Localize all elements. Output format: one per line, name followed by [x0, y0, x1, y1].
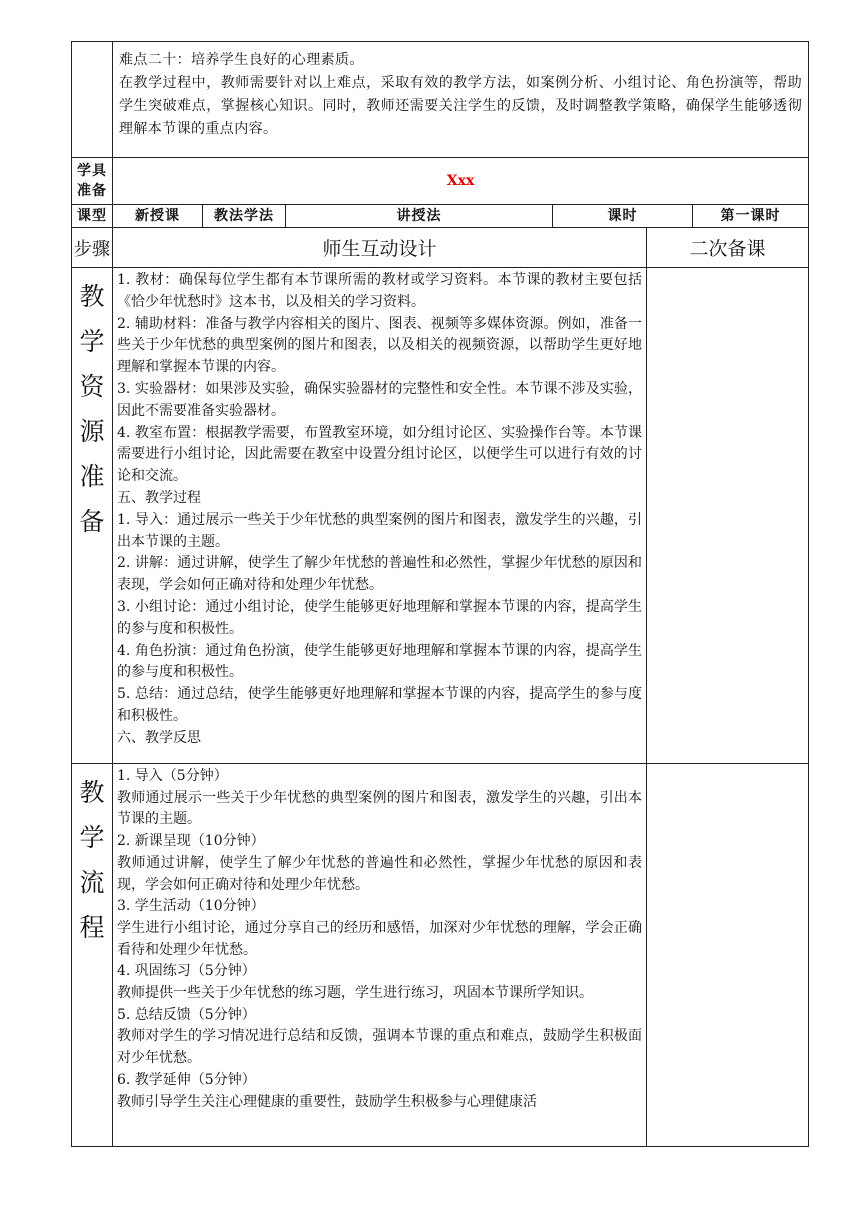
- resources-paragraph: 4. 角色扮演：通过角色扮演，使学生能够更好地理解和掌握本节课的内容，提高学生的参与度和积极性。: [117, 642, 642, 681]
- period-label: 课时: [553, 205, 693, 228]
- flow-paragraph: 教师通过讲解，使学生了解少年忧愁的普遍性和必然性，掌握少年忧愁的原因和表现，学会如何正确对待和处理少年忧愁。: [117, 854, 642, 893]
- flow-paragraph: 教师通过展示一些关于少年忧愁的典型案例的图片和图表，激发学生的兴趣，引出本节课的主题。: [117, 789, 642, 828]
- resources-paragraph: 5. 总结：通过总结，使学生能够更好地理解和掌握本节课的内容，提高学生的参与度和积极性。: [117, 686, 642, 724]
- label-char: 备: [79, 507, 105, 536]
- label-char: 程: [79, 913, 105, 942]
- second-prep-header: 二次备课: [647, 228, 809, 268]
- resources-paragraph: 3. 小组讨论：通过小组讨论，使学生能够更好地理解和掌握本节课的内容，提高学生的参与度和积极性。: [117, 598, 642, 637]
- resources-paragraph: 1. 导入：通过展示一些关于少年忧愁的典型案例的图片和图表，激发学生的兴趣，引出本节课的主题。: [117, 511, 642, 550]
- course-type-label: 课型: [72, 205, 113, 228]
- intro-blank-cell: [72, 42, 113, 158]
- step-header: 步骤: [72, 228, 113, 268]
- label-char: 教: [79, 282, 105, 311]
- method-value: 讲授法: [286, 205, 553, 228]
- label-char: 教: [79, 778, 105, 807]
- flow-paragraph: 4. 巩固练习（5分钟）: [117, 963, 256, 980]
- label-char: 学: [79, 823, 105, 852]
- resources-second-prep: [647, 268, 809, 764]
- materials-row: [72, 158, 809, 205]
- flow-paragraph: 教师对学生的学习情况进行总结和反馈，强调本节课的重点和难点，鼓励学生积极面对少年忧愁。: [117, 1028, 642, 1067]
- materials-value: Xxx: [113, 158, 809, 205]
- intro-line: 难点二十：培养学生良好的心理素质。: [119, 52, 364, 68]
- design-header: 师生互动设计: [113, 228, 647, 268]
- flow-paragraph: 3. 学生活动（10分钟）: [117, 898, 265, 915]
- course-row: [72, 205, 809, 228]
- resources-paragraph: 1. 教材：确保每位学生都有本节课所需的教材或学习资料。本节课的教材主要包括《恰少年忧愁时》这本书，以及相关的学习资料。: [117, 272, 642, 310]
- flow-second-prep: [647, 764, 809, 1147]
- resources-paragraph: 4. 教室布置：根据教学需要，布置教室环境，如分组讨论区、实验操作台等。本节课需要进行小组讨论，因此需要在教室中设置分组讨论区，以便学生可以进行有效的讨论和交流。: [117, 424, 642, 485]
- resources-content: [113, 268, 647, 764]
- intro-cell: [113, 42, 809, 158]
- resources-label: [72, 268, 113, 764]
- resources-paragraph: 2. 讲解：通过讲解，使学生了解少年忧愁的普遍性和必然性，掌握少年忧愁的原因和表现，学会如何正确对待和处理少年忧愁。: [117, 555, 642, 594]
- resources-paragraph: 六、教学反思: [117, 729, 201, 746]
- label-char: 源: [79, 417, 105, 446]
- resources-row: [72, 268, 809, 764]
- flow-paragraph: 5. 总结反馈（5分钟）: [117, 1006, 256, 1023]
- step-header-row: [72, 228, 809, 268]
- resources-paragraph: 3. 实验器材：如果涉及实验，确保实验器材的完整性和安全性。本节课不涉及实验，因此不需要准备实验器材。: [117, 380, 642, 419]
- course-type-value: 新授课: [113, 205, 203, 228]
- label-char: 资: [79, 372, 105, 401]
- flow-content: [113, 764, 647, 1147]
- intro-line: 在教学过程中，教师需要针对以上难点，采取有效的教学方法，如案例分析、小组讨论、角色扮演等，帮助学生突破难点，掌握核心知识。同时，教师还需要关注学生的反馈，及时调整教学策略，确保学生能够透彻理解本节课的重点内容。: [119, 75, 803, 137]
- period-value: 第一课时: [693, 205, 809, 228]
- flow-paragraph: 2. 新课呈现（10分钟）: [117, 833, 265, 850]
- flow-paragraph: 学生进行小组讨论，通过分享自己的经历和感悟，加深对少年忧愁的理解，学会正确看待和处理少年忧愁。: [117, 919, 642, 958]
- flow-paragraph: 6. 教学延伸（5分钟）: [117, 1071, 256, 1088]
- flow-paragraph: 教师提供一些关于少年忧愁的练习题，学生进行练习，巩固本节课所学知识。: [117, 985, 593, 1002]
- flow-paragraph: 教师引导学生关注心理健康的重要性，鼓励学生积极参与心理健康活: [117, 1093, 537, 1110]
- flow-row: [72, 764, 809, 1147]
- resources-paragraph: 五、教学过程: [117, 489, 201, 506]
- resources-paragraph: 2. 辅助材料：准备与教学内容相关的图片、图表、视频等多媒体资源。例如，准备一些关于少年忧愁的典型案例的图片和图表，以及相关的视频资源，以帮助学生更好地理解和掌握本节课的内容。: [117, 315, 642, 376]
- label-char: 学: [79, 327, 105, 356]
- label-char: 准: [79, 462, 105, 491]
- intro-row: [72, 42, 809, 158]
- materials-label: 学具准备: [72, 158, 113, 205]
- flow-label: [72, 764, 113, 1147]
- label-char: 流: [79, 868, 105, 897]
- flow-paragraph: 1. 导入（5分钟）: [117, 768, 228, 784]
- method-label: 教法学法: [203, 205, 286, 228]
- lesson-plan-table: [71, 41, 809, 1147]
